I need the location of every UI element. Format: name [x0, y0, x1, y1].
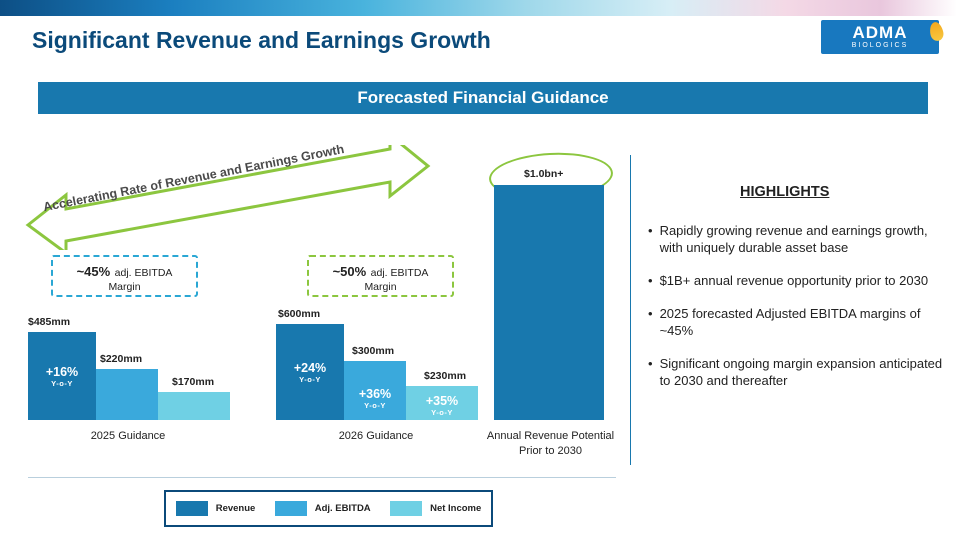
- bar-growth-2025-revenue: +16%: [45, 365, 79, 379]
- chart-bottom-rule: [28, 477, 616, 478]
- bar-2026-revenue: [276, 324, 344, 420]
- bar-growth-2026-netincome: +35%: [425, 394, 459, 408]
- legend-label-netincome: Net Income: [430, 503, 482, 514]
- legend-label-revenue: Revenue: [215, 503, 256, 514]
- logo-subtitle: BIOLOGICS: [851, 42, 909, 49]
- legend-item-netincome: [390, 501, 481, 516]
- bar-value-2030-revenue: $1.0bn+: [524, 168, 564, 180]
- margin-line2-2026: Margin: [364, 281, 397, 293]
- legend-label-ebitda: Adj. EBITDA: [314, 503, 371, 514]
- bar-yoy-2025-revenue: Y-o-Y: [51, 379, 73, 388]
- highlights-title: HIGHLIGHTS: [740, 184, 830, 200]
- bar-growth-2026-ebitda: +36%: [358, 387, 392, 401]
- margin-rest-2026: adj. EBITDA: [370, 267, 429, 279]
- bar-value-2025-revenue: $485mm: [28, 316, 71, 328]
- bar-2030-revenue: [494, 185, 604, 420]
- bar-yoy-2026-netincome: Y-o-Y: [431, 408, 453, 417]
- ebitda-margin-box-2026: [307, 255, 454, 297]
- group-label-2025: 2025 Guidance: [90, 430, 166, 442]
- logo-wordmark: ADMA: [852, 23, 908, 42]
- margin-rest-2025: adj. EBITDA: [114, 267, 173, 279]
- group-label-2026: 2026 Guidance: [338, 430, 414, 442]
- legend-swatch-netincome: [390, 501, 422, 516]
- highlight-text-4: Significant ongoing margin expansion anticipated to 2030 and thereafter: [659, 356, 943, 388]
- highlight-text-2: $1B+ annual revenue opportunity prior to 2030: [659, 273, 929, 288]
- bullet-icon: •: [648, 356, 653, 371]
- legend-swatch-revenue: [176, 501, 208, 516]
- margin-value-2026: ~50%: [332, 264, 367, 279]
- bar-value-2025-ebitda: $220mm: [100, 353, 143, 365]
- adma-logo: [821, 20, 939, 54]
- bar-value-2025-netincome: $170mm: [172, 376, 215, 388]
- bar-value-2026-netincome: $230mm: [424, 370, 467, 382]
- list-item: [648, 305, 948, 339]
- banner-label: Forecasted Financial Guidance: [357, 88, 609, 107]
- legend-swatch-ebitda: [275, 501, 307, 516]
- ebitda-margin-box-2025: [51, 255, 198, 297]
- bar-yoy-2026-ebitda: Y-o-Y: [364, 401, 386, 410]
- bar-2025-netincome: [158, 392, 230, 420]
- highlight-text-1: Rapidly growing revenue and earnings growth, with uniquely durable asset base: [659, 223, 928, 255]
- margin-line2-2025: Margin: [108, 281, 141, 293]
- list-item: [648, 222, 948, 256]
- bullet-icon: •: [648, 273, 653, 288]
- list-item: [648, 272, 948, 289]
- forecast-banner: [38, 82, 928, 114]
- bullet-icon: •: [648, 223, 653, 238]
- highlights-list: [648, 222, 948, 405]
- legend-item-ebitda: [275, 501, 371, 516]
- list-item: [648, 355, 948, 389]
- bar-yoy-2026-revenue: Y-o-Y: [299, 375, 321, 384]
- bar-value-2026-revenue: $600mm: [278, 308, 321, 320]
- bar-2026-ebitda: [344, 361, 406, 420]
- bar-value-2026-ebitda: $300mm: [352, 345, 395, 357]
- bullet-icon: •: [648, 306, 653, 321]
- top-gradient-band: [0, 0, 957, 16]
- bar-2026-netincome: [406, 386, 478, 420]
- legend-item-revenue: [176, 501, 256, 516]
- group-label-2030-line1: Annual Revenue Potential: [486, 430, 615, 442]
- bar-2025-ebitda: [96, 369, 158, 420]
- highlight-text-3: 2025 forecasted Adjusted EBITDA margins of ~45%: [659, 306, 921, 338]
- page-title: Significant Revenue and Earnings Growth: [32, 27, 491, 53]
- bar-growth-2026-revenue: +24%: [293, 361, 327, 375]
- group-label-2030-line2: Prior to 2030: [519, 445, 582, 457]
- margin-value-2025: ~45%: [76, 264, 111, 279]
- section-divider: [630, 155, 631, 465]
- bar-chart: [0, 120, 630, 480]
- growth-arrow-label: Accelerating Rate of Revenue and Earnings Growth: [41, 142, 346, 215]
- chart-legend: [164, 490, 493, 527]
- bar-2025-revenue: [28, 332, 96, 420]
